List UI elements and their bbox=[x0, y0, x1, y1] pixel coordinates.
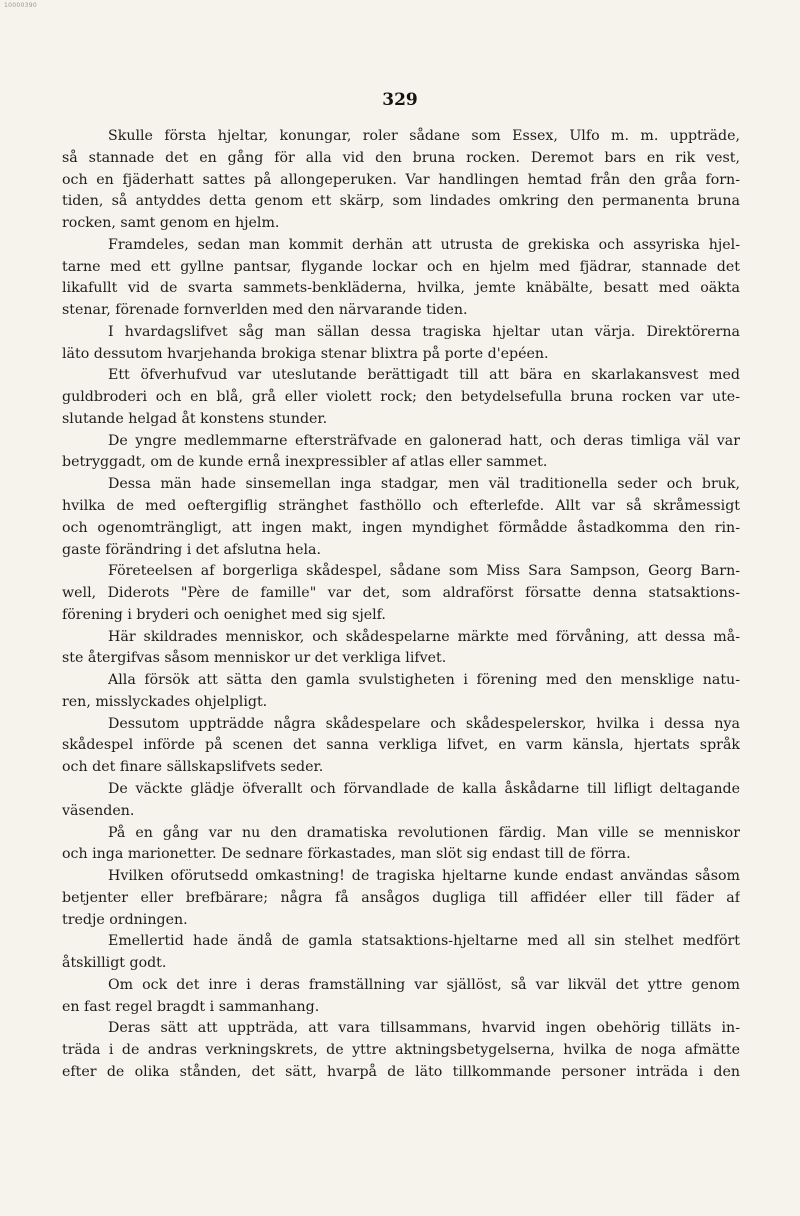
text-line: Alla försök att sätta den gamla svulstigheten i förening med den mensklige natu- bbox=[108, 672, 740, 689]
text-line: På en gång var nu den dramatiska revolutionen färdig. Man ville se menniskor bbox=[108, 824, 740, 841]
paragraph bbox=[62, 627, 740, 671]
paragraph bbox=[62, 779, 740, 823]
text-line: Emellertid hade ändå de gamla statsaktions-hjeltarne med all sin stelhet medfört bbox=[108, 933, 740, 950]
text-line: ste återgifvas såsom menniskor ur det verkliga lifvet. bbox=[62, 650, 447, 667]
text-line: betryggadt, om de kunde ernå inexpressibler af atlas eller sammet. bbox=[62, 454, 548, 471]
text-line: likafullt vid de svarta sammets-benkläderna, hvilka, jemte knäbälte, besatt med oäkta bbox=[62, 280, 740, 297]
text-line: slutande helgad åt konstens stunder. bbox=[62, 410, 328, 427]
paragraph bbox=[62, 931, 740, 975]
paragraph bbox=[62, 322, 740, 366]
text-line: well, Diderots "Père de famille" var det, som aldraförst försatte denna statsaktions- bbox=[62, 585, 740, 602]
text-line: skådespel införde på scenen det sanna verkliga lifvet, en varm känsla, hjertats språk bbox=[62, 737, 740, 754]
paragraph bbox=[62, 670, 740, 714]
paragraph bbox=[62, 561, 740, 626]
text-line: efter de olika stånden, det sätt, hvarpå de läto tillkommande personer inträda i den bbox=[62, 1063, 740, 1080]
text-line: betjenter eller brefbärare; några få ansågos dugliga till affidéer eller till fäder af bbox=[62, 889, 740, 906]
text-line: väsenden. bbox=[62, 802, 135, 819]
text-line: en fast regel bragdt i sammanhang. bbox=[62, 998, 320, 1015]
text-line: och inga marionetter. De sednare förkastades, man slöt sig endast till de förra. bbox=[62, 846, 631, 863]
text-line: Dessa män hade sinsemellan inga stadgar, men väl traditionella seder och bruk, bbox=[108, 476, 740, 493]
text-line: Skulle första hjeltar, konungar, roler sådane som Essex, Ulfo m. m. uppträde, bbox=[108, 128, 740, 144]
text-line: Hvilken oförutsedd omkastning! de tragiska hjeltarne kunde endast användas såsom bbox=[108, 868, 740, 885]
body-text bbox=[62, 126, 740, 1084]
text-line: tredje ordningen. bbox=[62, 911, 188, 928]
paragraph bbox=[62, 431, 740, 475]
paragraph bbox=[62, 474, 740, 561]
text-line: träda i de andras verkningskrets, de yttre aktningsbetygelserna, hvilka de noga afmätte bbox=[62, 1042, 740, 1059]
text-line: och en fjäderhatt sattes på allongeperuken. Var handlingen hemtad från den gråa forn- bbox=[62, 171, 740, 188]
paragraph bbox=[62, 365, 740, 430]
text-line: I hvardagslifvet såg man sällan dessa tragiska hjeltar utan värja. Direktörerna bbox=[108, 323, 740, 340]
paragraph bbox=[62, 714, 740, 779]
paragraph bbox=[62, 1018, 740, 1083]
text-line: Om ock det inre i deras framställning var själlöst, så var likväl det yttre genom bbox=[108, 976, 740, 993]
text-line: gaste förändring i det afslutna hela. bbox=[62, 541, 321, 558]
text-line: förening i bryderi och oenighet med sig sjelf. bbox=[62, 606, 386, 623]
text-line: Deras sätt att uppträda, att vara tillsammans, hvarvid ingen obehörig tilläts in- bbox=[108, 1020, 740, 1037]
paragraph bbox=[62, 235, 740, 322]
text-line: Ett öfverhufvud var uteslutande berättigadt till att bära en skarlakansvest med bbox=[108, 367, 740, 384]
text-line: ren, misslyckades ohjelpligt. bbox=[62, 693, 268, 710]
page-number: 329 bbox=[382, 90, 418, 110]
text-line: och det finare sällskapslifvets seder. bbox=[62, 759, 324, 776]
scan-id-label: 10000390 bbox=[4, 2, 37, 9]
text-line: tiden, så antyddes detta genom ett skärp, som lindades omkring den permanenta bruna bbox=[62, 193, 740, 210]
text-line: tarne med ett gyllne pantsar, flygande lockar och en hjelm med fjädrar, stannade det bbox=[62, 258, 740, 275]
paragraph bbox=[62, 866, 740, 931]
text-line: hvilka de med oeftergiflig stränghet fasthöllo och efterlefde. Allt var så skråmessigt bbox=[62, 498, 740, 515]
text-line: stenar, förenade fornverlden med den närvarande tiden. bbox=[62, 302, 468, 319]
text-line: guldbroderi och en blå, grå eller violett rock; den betydelsefulla bruna rocken var ute- bbox=[62, 389, 740, 406]
text-line: läto dessutom hvarjehanda brokiga stenar blixtra på porte d'epéen. bbox=[62, 345, 549, 362]
text-line: och ogenomträngligt, att ingen makt, ingen myndighet förmådde åstadkomma den rin- bbox=[62, 519, 740, 536]
text-line: De yngre medlemmarne eftersträfvade en galonerad hatt, och deras timliga väl var bbox=[108, 432, 740, 449]
paragraph bbox=[62, 975, 740, 1019]
paragraph bbox=[62, 126, 740, 235]
text-line: Här skildrades menniskor, och skådespelarne märkte med förvåning, att dessa må- bbox=[108, 628, 740, 645]
text-line: Framdeles, sedan man kommit derhän att utrusta de grekiska och assyriska hjel- bbox=[108, 236, 740, 253]
text-line: rocken, samt genom en hjelm. bbox=[62, 215, 280, 232]
text-line: Dessutom uppträdde några skådespelare och skådespelerskor, hvilka i dessa nya bbox=[108, 715, 740, 732]
text-line: Företeelsen af borgerliga skådespel, sådane som Miss Sara Sampson, Georg Barn- bbox=[108, 563, 740, 580]
text-line: så stannade det en gång för alla vid den bruna rocken. Deremot bars en rik vest, bbox=[62, 149, 740, 166]
paragraph bbox=[62, 823, 740, 867]
text-line: De väckte glädje öfverallt och förvandlade de kalla åskådarne till lifligt deltagande bbox=[108, 780, 740, 797]
text-line: åtskilligt godt. bbox=[62, 955, 167, 972]
